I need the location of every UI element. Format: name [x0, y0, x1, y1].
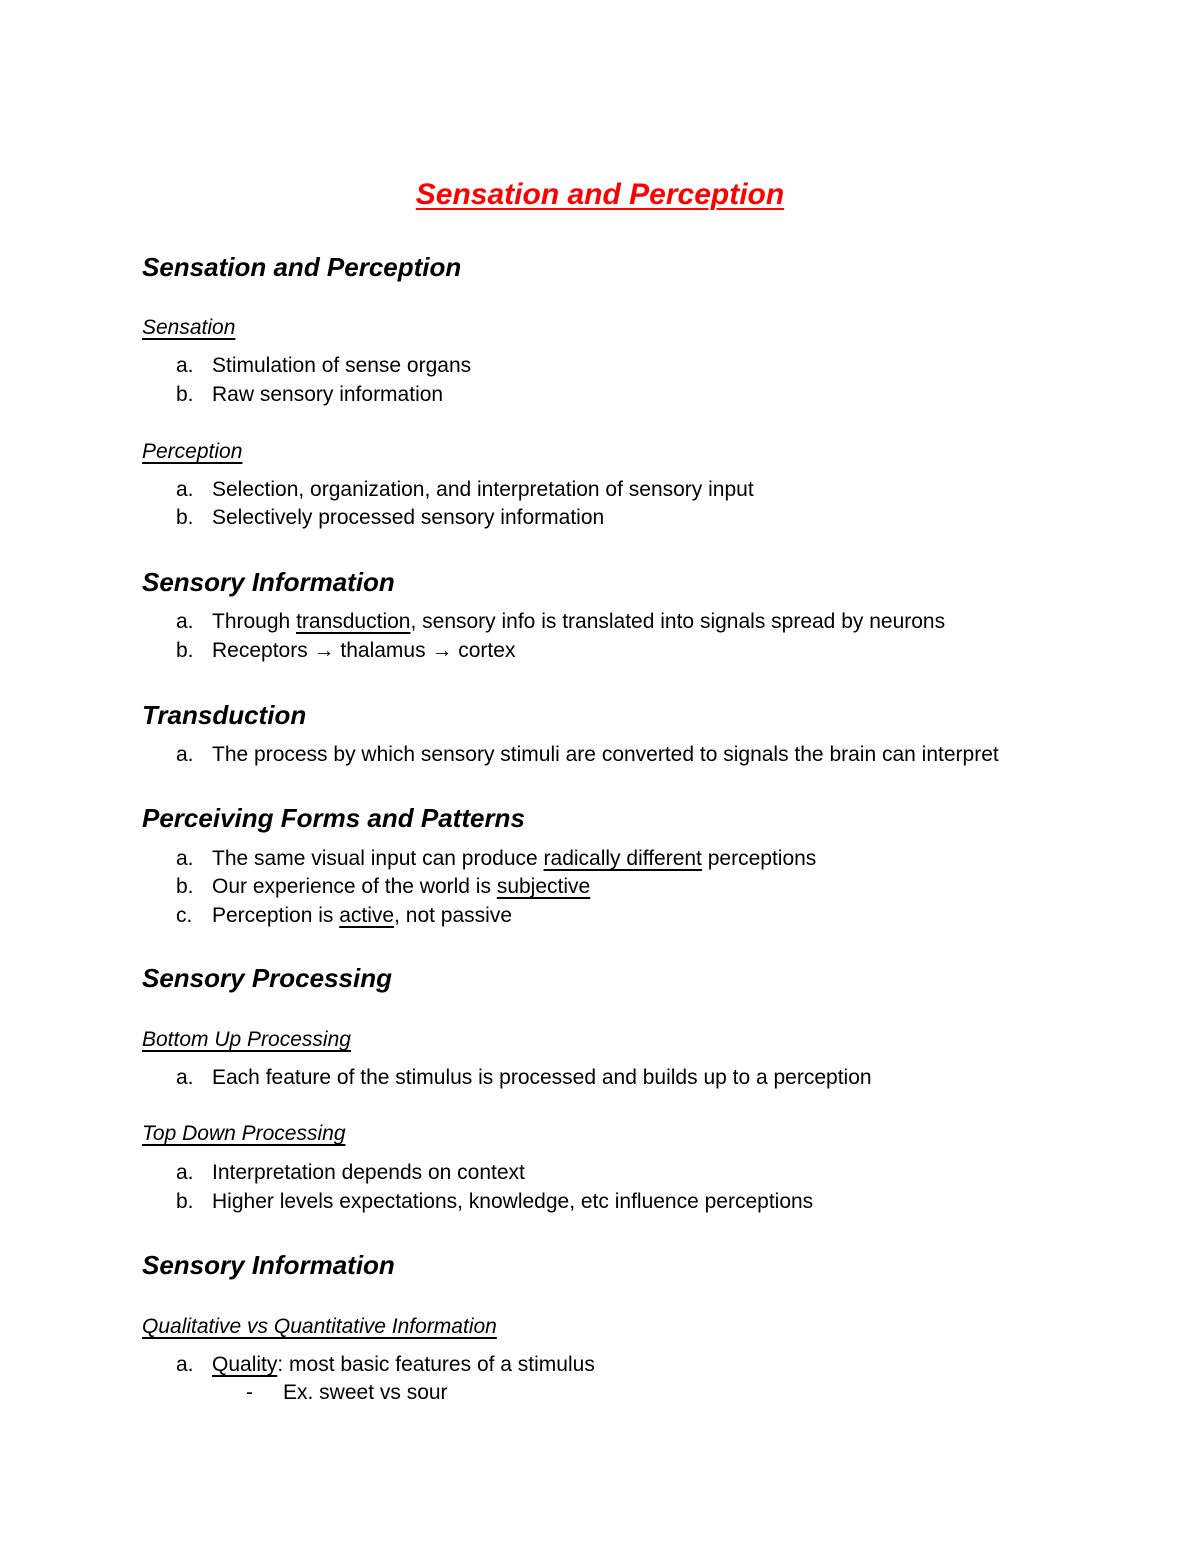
list-item-text: Receptors → thalamus → cortex [212, 639, 516, 662]
subheading-top-down: Top Down Processing [142, 1122, 346, 1145]
text-segment: perceptions [701, 847, 817, 870]
section-heading-sensory-information-2: Sensory Information [142, 1250, 395, 1280]
underlined-term: transduction [296, 610, 411, 633]
list-item-text: The process by which sensory stimuli are converted to signals the brain can interpret [212, 743, 999, 766]
section-heading-sensory-processing: Sensory Processing [142, 963, 392, 993]
text-segment: Through [212, 610, 297, 633]
list-item-text: Each feature of the stimulus is processed and builds up to a perception [212, 1066, 872, 1089]
list-marker: a. [176, 610, 194, 633]
section-heading-transduction: Transduction [142, 700, 307, 730]
list-marker: a. [176, 1353, 194, 1376]
list-item-text: Stimulation of sense organs [212, 354, 472, 377]
text-segment: , not passive [394, 904, 512, 927]
list-item-text [212, 905, 512, 926]
list-item-text [212, 1354, 595, 1375]
text-segment: Perception is [212, 904, 340, 927]
subheading-qualitative-quantitative: Qualitative vs Quantitative Information [142, 1315, 497, 1338]
list-marker: a. [176, 354, 194, 377]
list-marker: b. [176, 1190, 194, 1213]
list-marker: b. [176, 639, 194, 662]
list-marker: a. [176, 1161, 194, 1184]
subheading-sensation: Sensation [142, 316, 236, 339]
list-marker: a. [176, 1066, 194, 1089]
section-heading-sensation-and-perception: Sensation and Perception [142, 252, 462, 282]
list-marker: a. [176, 847, 194, 870]
text-segment: The same visual input can produce [212, 847, 544, 870]
underlined-term: radically different [543, 847, 702, 870]
document-title: Sensation and Perception [415, 178, 785, 211]
list-item-text: Higher levels expectations, knowledge, etc influence perceptions [212, 1190, 814, 1213]
list-marker: - [246, 1381, 253, 1404]
list-item-text [212, 876, 590, 897]
underlined-term: active [339, 904, 395, 927]
underlined-term: subjective [496, 875, 591, 898]
list-item-text [212, 848, 816, 869]
list-marker: a. [176, 743, 194, 766]
list-item-text: Ex. sweet vs sour [283, 1381, 448, 1404]
underlined-term: Quality [212, 1353, 278, 1376]
list-marker: c. [176, 904, 193, 927]
list-marker: b. [176, 506, 194, 529]
list-marker: b. [176, 383, 194, 406]
subheading-perception: Perception [142, 440, 243, 463]
section-heading-perceiving-forms: Perceiving Forms and Patterns [142, 803, 525, 833]
list-marker: a. [176, 478, 194, 501]
text-segment: : most basic features of a stimulus [277, 1353, 595, 1376]
text-segment: Our experience of the world is [212, 875, 497, 898]
list-item-text: Interpretation depends on context [212, 1161, 525, 1184]
section-heading-sensory-information: Sensory Information [142, 567, 395, 597]
list-item-text: Selection, organization, and interpretation of sensory input [212, 478, 754, 501]
list-item-text: Selectively processed sensory information [212, 506, 605, 529]
list-item-text [212, 611, 945, 632]
list-marker: b. [176, 875, 194, 898]
list-item-text: Raw sensory information [212, 383, 444, 406]
text-segment: , sensory info is translated into signals spread by neurons [410, 610, 946, 633]
subheading-bottom-up: Bottom Up Processing [142, 1028, 351, 1051]
